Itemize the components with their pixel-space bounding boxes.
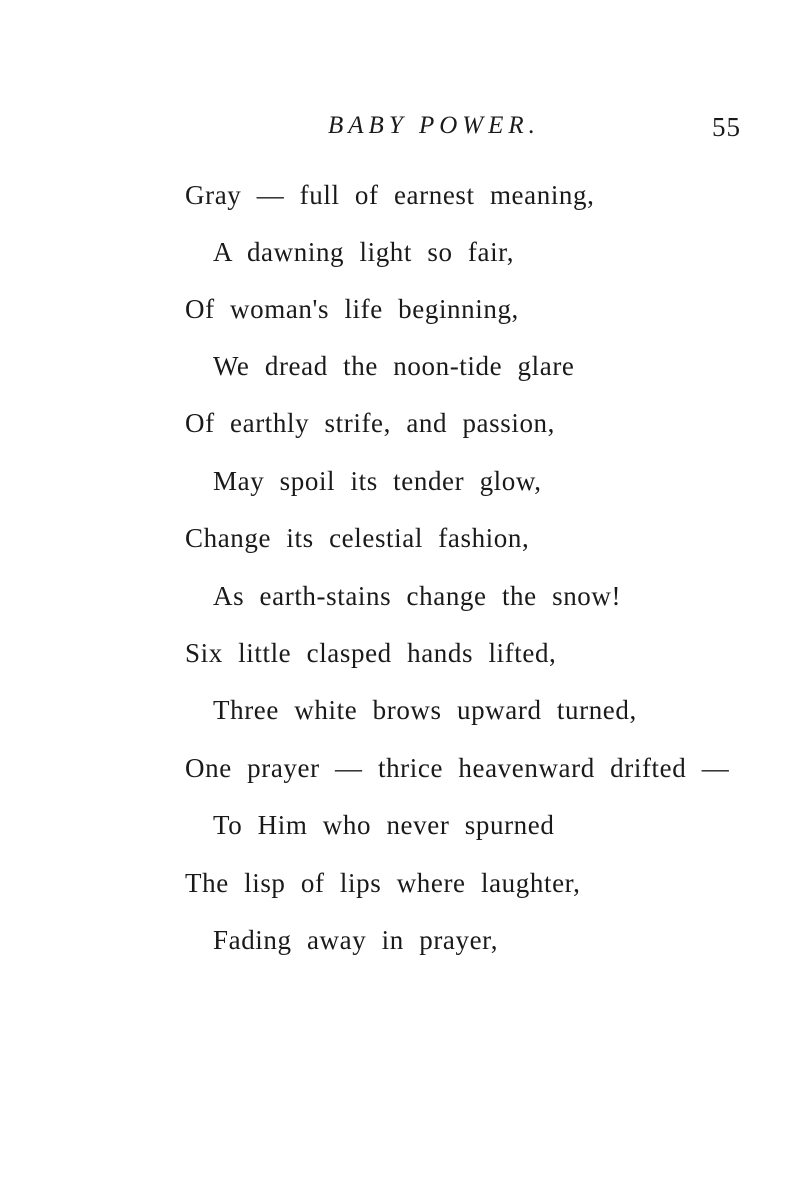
poem-line: A dawning light so fair, xyxy=(213,237,515,267)
poem-line: May spoil its tender glow, xyxy=(213,466,542,496)
poem-line: We dread the noon-tide glare xyxy=(213,351,575,381)
poem-line: Gray — full of earnest meaning, xyxy=(185,180,595,210)
poem-line: The lisp of lips where laughter, xyxy=(185,868,581,898)
poem-line: Of earthly strife, and passion, xyxy=(185,408,556,438)
poem-line: To Him who never spurned xyxy=(213,810,555,840)
poem-line: Change its celestial fashion, xyxy=(185,523,530,553)
poem-line: Of woman's life beginning, xyxy=(185,294,519,324)
poem-line: Six little clasped hands lifted, xyxy=(185,638,557,668)
poem-line: Three white brows upward turned, xyxy=(213,695,637,725)
poem-line: Fading away in prayer, xyxy=(213,925,499,955)
poem-line: One prayer — thrice heavenward drifted — xyxy=(185,753,730,783)
running-head: BABY POWER. xyxy=(328,112,540,139)
poem-line: As earth-stains change the snow! xyxy=(213,581,622,611)
page-number: 55 xyxy=(712,112,741,142)
